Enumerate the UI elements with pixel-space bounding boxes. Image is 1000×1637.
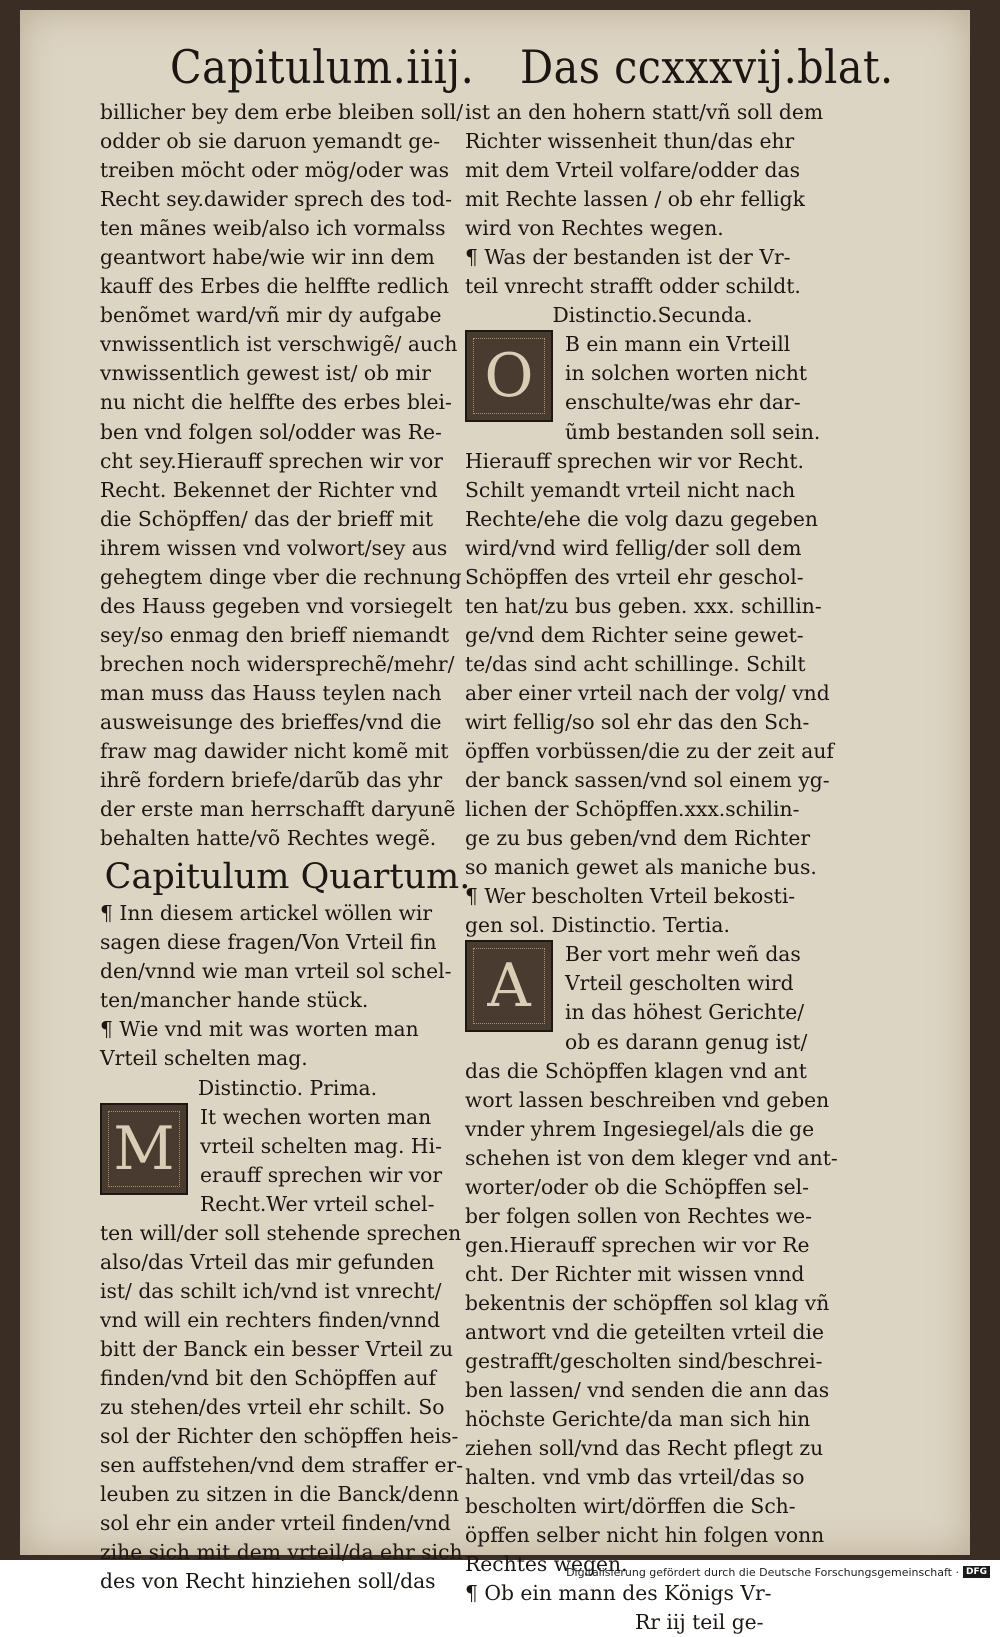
- text-line: worter/oder ob die Schöpffen sel-: [465, 1174, 810, 1199]
- text-line: ausweisunge des brieffes/vnd die: [100, 709, 442, 734]
- text-line: öpffen selber nicht hin folgen vonn: [465, 1523, 825, 1548]
- text-line: mit Rechte lassen / ob ehr felligk: [465, 187, 805, 212]
- left-column-intro-text: [100, 899, 475, 1073]
- text-line: behalten hatte/võ Rechtes wegẽ.: [100, 826, 437, 851]
- text-line: ben vnd folgen sol/odder was Re-: [100, 419, 442, 444]
- text-line: sey/so enmag den brieff niemandt: [100, 622, 450, 647]
- text-line: Rechte/ehe die volg dazu gegeben: [465, 506, 818, 531]
- text-line: mit dem Vrteil volfare/odder das: [465, 158, 800, 183]
- text-line: den/vnnd wie man vrteil sol schel-: [100, 959, 452, 984]
- text-line: ben lassen/ vnd senden die ann das: [465, 1378, 830, 1403]
- right-column-middle-text: [465, 447, 840, 941]
- text-line: erauff sprechen wir vor: [200, 1162, 443, 1187]
- text-line: Vrteil gescholten wird: [565, 971, 794, 996]
- left-column-bottom-text: [100, 1219, 475, 1597]
- text-line: schehen ist von dem kleger vnd ant-: [465, 1145, 838, 1170]
- text-line: man muss das Hauss teylen nach: [100, 680, 442, 705]
- distinctio-secunda-heading: Distinctio.Secunda.: [552, 303, 753, 328]
- text-line: enschulte/was ehr dar-: [565, 390, 801, 415]
- text-line: ¶ Wer bescholten Vrteil bekosti-: [465, 884, 796, 909]
- text-line: das die Schöpffen klagen vnd ant: [465, 1058, 807, 1083]
- text-line: ob es darann genug ist/: [565, 1029, 808, 1054]
- text-line: ũmb bestanden soll sein.: [565, 419, 821, 444]
- running-head-chapter: Capitulum.iiij.: [170, 40, 475, 94]
- text-line: Schilt yemandt vrteil nicht nach: [465, 477, 796, 502]
- text-line: nu nicht die helffte des erbes blei-: [100, 390, 452, 415]
- text-line: ziehen soll/vnd das Recht pflegt zu: [465, 1436, 824, 1461]
- text-line: die Schöpffen/ das der brieff mit: [100, 506, 434, 531]
- text-line: ten/mancher hande stück.: [100, 988, 369, 1013]
- digitization-footer: [566, 1562, 990, 1582]
- signature-line: Rr iij teil ge-: [635, 1610, 764, 1635]
- text-line: sagen diese fragen/Von Vrteil fin: [100, 930, 437, 955]
- text-line: bitt der Banck ein besser Vrteil zu: [100, 1336, 454, 1361]
- text-line: Recht sey.dawider sprech des tod-: [100, 187, 452, 212]
- text-line: ten mãnes weib/also ich vormalss: [100, 216, 446, 241]
- text-line: in solchen worten nicht: [565, 361, 808, 386]
- text-line: Ber vort mehr weñ das: [565, 942, 801, 967]
- text-line: ber folgen sollen von Rechtes we-: [465, 1203, 813, 1228]
- text-line: fraw mag dawider nicht komẽ mit: [100, 739, 449, 764]
- text-line: zihe sich mit dem vrteil/da ehr sich: [100, 1540, 463, 1565]
- left-column: [100, 98, 475, 1596]
- footer-credit-text: Digitalisierung gefördert durch die Deutsche Forschungsgemeinschaft ·: [566, 1565, 959, 1579]
- text-line: ¶ Inn diesem artickel wöllen wir: [100, 901, 433, 926]
- text-line: ist an den hohern statt/vñ soll dem: [465, 100, 824, 124]
- text-line: Hierauff sprechen wir vor Recht.: [465, 448, 804, 473]
- initial-block-a: [465, 940, 840, 1056]
- text-line: lichen der Schöpffen.xxx.schilin-: [465, 797, 800, 822]
- text-line: wort lassen beschreiben vnd geben: [465, 1087, 830, 1112]
- text-line: ihrẽ fordern briefe/darũb das yhr: [100, 768, 443, 793]
- text-line: ¶ Ob ein mann des Königs Vr-: [465, 1581, 772, 1606]
- text-line: kauff des Erbes die helffte redlich: [100, 274, 450, 299]
- text-line: Vrteil schelten mag.: [100, 1046, 308, 1071]
- right-column: [465, 98, 840, 1637]
- text-line: brechen noch widersprechẽ/mehr/: [100, 651, 455, 676]
- text-line: ihrem wissen vnd volwort/sey aus: [100, 535, 448, 560]
- chapter-heading: Capitulum Quartum.: [104, 857, 471, 898]
- text-line: cht. Der Richter mit wissen vnnd: [465, 1261, 805, 1286]
- text-line: des von Recht hinziehen soll/das: [100, 1569, 436, 1594]
- text-line: billicher bey dem erbe bleiben soll/: [100, 100, 464, 124]
- dfg-logo: DFG: [963, 1566, 990, 1578]
- text-line: öpffen vorbüssen/die zu der zeit auf: [465, 739, 834, 764]
- text-line: vnd will ein rechters finden/vnnd: [100, 1307, 441, 1332]
- text-line: B ein mann ein Vrteill: [565, 332, 791, 357]
- left-column-top-text: [100, 98, 475, 853]
- text-line: gehegtem dinge vber die rechnung: [100, 564, 462, 589]
- text-line: vnder yhrem Ingesiegel/als die ge: [465, 1116, 815, 1141]
- decorated-initial-o: O: [465, 330, 553, 422]
- text-line: der banck sassen/vnd sol einem yg-: [465, 768, 830, 793]
- right-column-bottom-text: [465, 1057, 840, 1609]
- text-line: ge zu bus geben/vnd dem Richter: [465, 826, 811, 851]
- text-line: ist/ das schilt ich/vnd ist vnrecht/: [100, 1278, 442, 1303]
- text-line: Richter wissenheit thun/das ehr: [465, 129, 795, 154]
- text-line: geantwort habe/wie wir inn dem: [100, 245, 435, 270]
- text-line: höchste Gerichte/da man sich hin: [465, 1407, 811, 1432]
- text-line: Recht.Wer vrteil schel-: [200, 1191, 435, 1216]
- text-line: wirt fellig/so sol ehr das den Sch-: [465, 709, 810, 734]
- decorated-initial-m: M: [100, 1103, 188, 1195]
- text-line: It wechen worten man: [200, 1104, 432, 1129]
- text-line: benõmet ward/vñ mir dy aufgabe: [100, 303, 442, 328]
- text-line: sol der Richter den schöpffen heis-: [100, 1424, 459, 1449]
- text-line: vrteil schelten mag. Hi-: [200, 1133, 442, 1158]
- decorated-initial-a: A: [465, 940, 553, 1032]
- text-line: bekentnis der schöpffen sol klag vñ: [465, 1290, 830, 1315]
- text-line: ¶ Was der bestanden ist der Vr-: [465, 245, 791, 270]
- text-line: der erste man herrschafft daryunẽ: [100, 797, 456, 822]
- text-line: sol ehr ein ander vrteil finden/vnd: [100, 1511, 451, 1536]
- text-line: wird/vnd wird fellig/der soll dem: [465, 535, 802, 560]
- text-line: vnwissentlich gewest ist/ ob mir: [100, 361, 431, 386]
- text-line: bescholten wirt/dörffen die Sch-: [465, 1494, 796, 1519]
- right-column-top-text: [465, 98, 840, 301]
- text-line: gen.Hierauff sprechen wir vor Re: [465, 1232, 810, 1257]
- running-head-folio: Das ccxxxvij.blat.: [520, 40, 894, 94]
- text-line: cht sey.Hierauff sprechen wir vor: [100, 448, 443, 473]
- text-line: ten will/der soll stehende sprechen: [100, 1220, 462, 1245]
- text-line: antwort vnd die geteilten vrteil die: [465, 1319, 825, 1344]
- text-line: ¶ Wie vnd mit was worten man: [100, 1017, 419, 1042]
- text-line: aber einer vrteil nach der volg/ vnd: [465, 680, 830, 705]
- text-line: also/das Vrteil das mir gefunden: [100, 1249, 435, 1274]
- text-line: halten. vnd vmb das vrteil/das so: [465, 1465, 805, 1490]
- text-line: zu stehen/des vrteil ehr schilt. So: [100, 1395, 445, 1420]
- distinctio-prima-heading: Distinctio. Prima.: [197, 1075, 378, 1100]
- text-line: treiben möcht oder mög/oder was: [100, 158, 450, 183]
- text-line: vnwissentlich ist verschwigẽ/ auch: [100, 332, 458, 357]
- text-line: leuben zu sitzen in die Banck/denn: [100, 1482, 460, 1507]
- text-line: wird von Rechtes wegen.: [465, 216, 724, 241]
- text-line: teil vnrecht strafft odder schildt.: [465, 274, 801, 299]
- text-line: Rechtes wegen.: [465, 1552, 628, 1577]
- text-line: Schöpffen des vrteil ehr geschol-: [465, 564, 804, 589]
- text-line: gestrafft/gescholten sind/beschrei-: [465, 1349, 823, 1374]
- text-line: so manich gewet als maniche bus.: [465, 855, 817, 880]
- text-line: in das höhest Gerichte/: [565, 1000, 805, 1025]
- text-line: des Hauss gegeben vnd vorsiegelt: [100, 593, 453, 618]
- text-line: ge/vnd dem Richter seine gewet-: [465, 622, 804, 647]
- initial-block-m: [100, 1103, 475, 1219]
- text-line: Recht. Bekennet der Richter vnd: [100, 477, 438, 502]
- text-line: finden/vnd bit den Schöpffen auf: [100, 1365, 437, 1390]
- initial-block-o: [465, 330, 840, 446]
- text-line: te/das sind acht schillinge. Schilt: [465, 651, 806, 676]
- text-line: gen sol. Distinctio. Tertia.: [465, 913, 730, 938]
- text-line: odder ob sie daruon yemandt ge-: [100, 129, 441, 154]
- text-line: ten hat/zu bus geben. xxx. schillin-: [465, 593, 822, 618]
- text-line: sen auffstehen/vnd dem straffer er-: [100, 1453, 464, 1478]
